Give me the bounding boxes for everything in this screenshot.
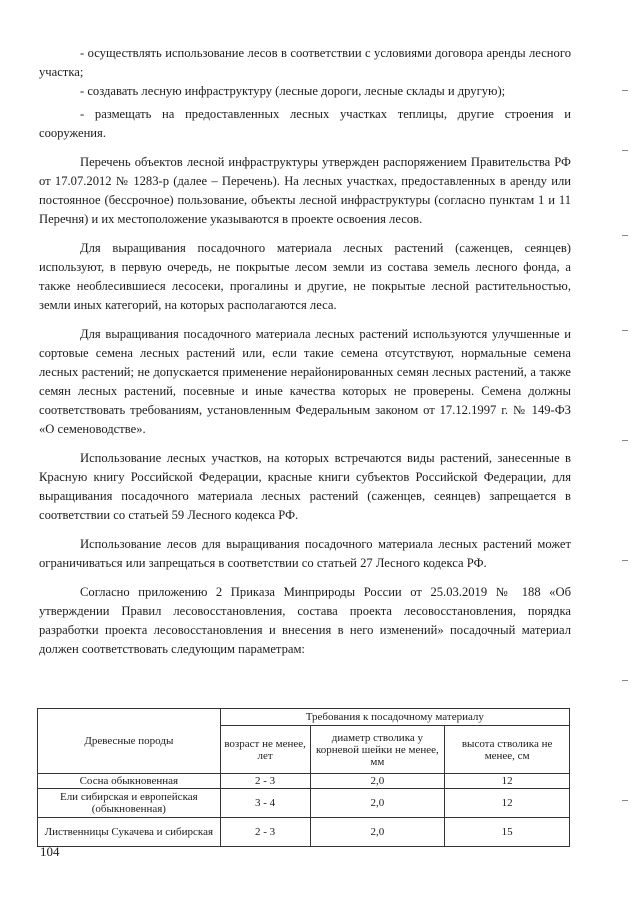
header-height: высота стволика не менее, см xyxy=(445,726,570,774)
cell-height: 15 xyxy=(445,818,570,847)
paragraph: - осуществлять использование лесов в соответствии с условиями договора аренды лесного участка; xyxy=(39,46,571,79)
paragraph: Согласно приложению 2 Приказа Минприроды России от 25.03.2019 № 188 «Об утверждении Правил лесовосстановления, состава проекта лесовосстановления, порядка разработки проекта лесовосстановления и внесения в него изменений» посадочный материал должен соответствовать следующим параметрам: xyxy=(39,585,571,656)
scan-edge-mark xyxy=(622,235,628,236)
paragraph: Для выращивания посадочного материала лесных растений (саженцев, сеянцев) используют, в первую очередь, не покрытые лесом земли из состава земель лесного фонда, а также необлесившиеся лесосеки, прогалины и другие, не покрытые лесной растительностью, земли иных категорий, на которых располагаются леса. xyxy=(39,241,571,312)
cell-height: 12 xyxy=(445,774,570,789)
paragraph: Для выращивания посадочного материала лесных растений используются улучшенные и сортовые семена лесных растений или, если такие семена отсутствуют, нормальные семена лесных растений; не допускается применение нерайонированных семян лесных растений, а также семян лесных растений, посевные и иные качества которых не проверены. Семена должны соответствовать требованиям, установленным Федеральным законом от 17.12.1997 г. № 149-ФЗ «О семеноводстве». xyxy=(39,327,571,436)
body-text xyxy=(39,44,571,669)
cell-diameter: 2,0 xyxy=(310,789,445,818)
scan-edge-mark xyxy=(622,560,628,561)
page-number: 104 xyxy=(40,844,60,859)
table-row xyxy=(38,774,570,789)
cell-diameter: 2,0 xyxy=(310,774,445,789)
cell-age: 2 - 3 xyxy=(220,818,310,847)
scan-edge-mark xyxy=(622,800,628,801)
cell-species: Ели сибирская и европейская (обыкновенная) xyxy=(38,789,221,818)
scan-edge-mark xyxy=(622,150,628,151)
table-row xyxy=(38,789,570,818)
table-row xyxy=(38,818,570,847)
cell-height: 12 xyxy=(445,789,570,818)
table-header-row xyxy=(38,709,570,726)
cell-species: Лиственницы Сукачева и сибирская xyxy=(38,818,221,847)
scan-edge-mark xyxy=(622,90,628,91)
cell-age: 3 - 4 xyxy=(220,789,310,818)
scan-edge-mark xyxy=(622,440,628,441)
paragraph: Использование лесных участков, на которых встречаются виды растений, занесенные в Красную книгу Российской Федерации, красные книги субъектов Российской Федерации, для выращивания посадочного материала лесных растений (саженцев, сеянцев) запрещается в соответствии со статьей 59 Лесного кодекса РФ. xyxy=(39,451,571,522)
paragraph: Использование лесов для выращивания посадочного материала лесных растений может ограничиваться или запрещаться в соответствии со статьей 27 Лесного кодекса РФ. xyxy=(39,537,571,570)
scan-edge-mark xyxy=(622,680,628,681)
header-diameter: диаметр стволика у корневой шейки не менее, мм xyxy=(310,726,445,774)
cell-diameter: 2,0 xyxy=(310,818,445,847)
header-age: возраст не менее, лет xyxy=(220,726,310,774)
seedling-requirements-table xyxy=(37,708,570,847)
paragraph: - размещать на предоставленных лесных участках теплицы, другие строения и сооружения. xyxy=(39,107,571,140)
paragraph: Перечень объектов лесной инфраструктуры утвержден распоряжением Правительства РФ от 17.07.2012 № 1283-р (далее – Перечень). На лесных участках, предоставленных в аренду или постоянное (бессрочное) пользование, объекты лесной инфраструктуры (согласно пунктам 1 и 11 Перечня) и их местоположение указываются в проекте освоения лесов. xyxy=(39,155,571,226)
header-requirements-group: Требования к посадочному материалу xyxy=(220,709,569,726)
scan-edge-mark xyxy=(622,330,628,331)
cell-age: 2 - 3 xyxy=(220,774,310,789)
cell-species: Сосна обыкновенная xyxy=(38,774,221,789)
header-species: Древесные породы xyxy=(38,709,221,774)
paragraph: - создавать лесную инфраструктуру (лесные дороги, лесные склады и другую); xyxy=(80,84,506,98)
